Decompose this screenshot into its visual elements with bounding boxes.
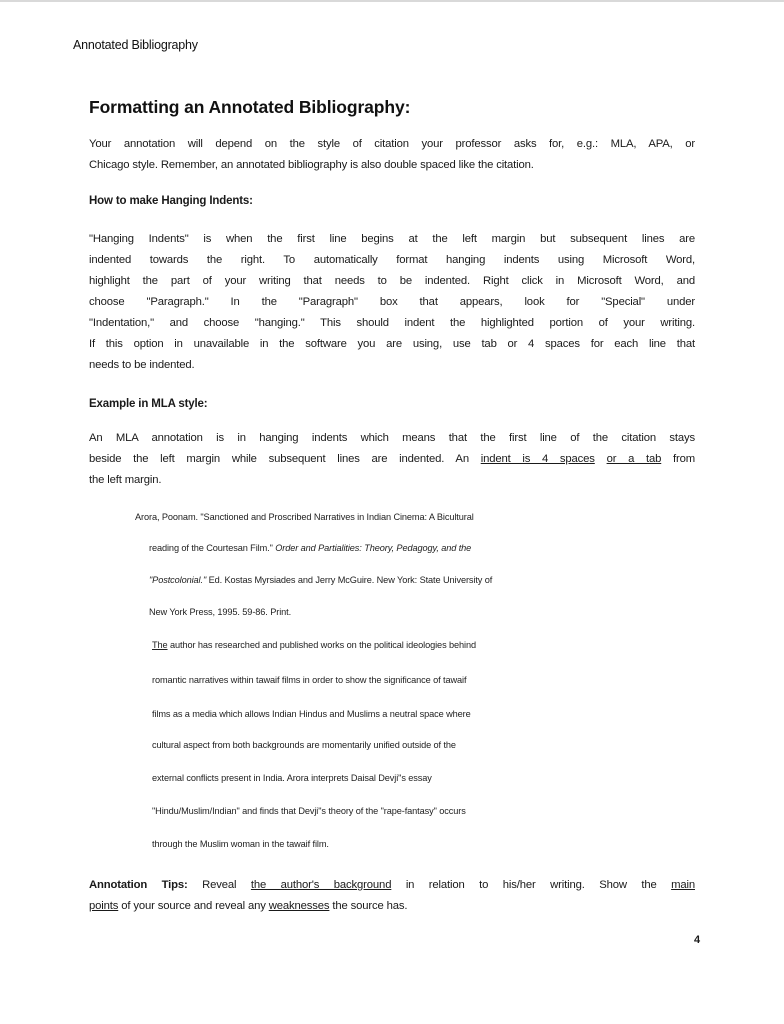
annotation-line: through the Muslim woman in the tawaif film. — [152, 839, 329, 849]
main-points-link: points — [89, 900, 119, 912]
tips-line — [89, 896, 695, 917]
tips-text: of your source and reveal any — [118, 900, 269, 912]
citation-text: reading of the Courtesan Film." — [149, 543, 276, 553]
page-title: Formatting an Annotated Bibliography: — [89, 97, 411, 117]
citation-line: New York Press, 1995. 59-86. Print. — [149, 607, 292, 617]
citation-text: Ed. Kostas Myrsiades and Jerry McGuire. New York: State University of — [206, 575, 493, 585]
top-border — [0, 0, 784, 2]
indent-link: indent is 4 spaces — [480, 453, 595, 465]
page-number: 4 — [694, 934, 701, 946]
tips-label: Annotation Tips: — [89, 879, 188, 891]
annotation-line: romantic narratives within tawaif films in order to show the significance of tawaif — [152, 675, 467, 685]
tips-text: the source has. — [329, 900, 408, 912]
citation-line — [149, 543, 471, 553]
tips-text: in relation to his/her writing. Show the — [391, 879, 672, 891]
mla-text: from — [661, 453, 696, 465]
citation-line — [149, 575, 492, 585]
hanging-line: needs to be indented. — [89, 359, 195, 371]
intro-paragraph — [89, 134, 695, 176]
mla-line — [89, 449, 695, 470]
mla-heading: Example in MLA style: — [89, 398, 208, 410]
hanging-line: indented towards the right. To automatically format hanging indents using Microsoft Word, — [89, 254, 695, 266]
main-points-link: main — [671, 879, 695, 891]
tips-line — [89, 875, 695, 896]
hanging-indents-paragraph — [89, 229, 695, 376]
mla-paragraph — [89, 428, 695, 491]
hanging-line: choose "Paragraph." In the "Paragraph" box that appears, look for "Special" under — [89, 296, 695, 308]
mla-line: An MLA annotation is in hanging indents which means that the first line of the citation stays — [89, 432, 695, 444]
tips-paragraph — [89, 875, 695, 917]
annotation-first-word: The — [152, 640, 168, 650]
intro-line: Chicago style. Remember, an annotated bibliography is also double spaced like the citation. — [89, 159, 534, 171]
hanging-line: "Indentation," and choose "hanging." This should indent the highlighted portion of your writing. — [89, 317, 695, 329]
annotation-line: cultural aspect from both backgrounds are momentarily unified outside of the — [152, 740, 456, 750]
mla-text — [595, 453, 607, 465]
mla-text: beside the left margin while subsequent lines are indented. An — [89, 453, 481, 465]
tips-text: Reveal — [187, 879, 251, 891]
author-background-link: the author's background — [250, 879, 392, 891]
running-header: Annotated Bibliography — [73, 38, 198, 52]
citation-title: "Postcolonial." — [149, 575, 207, 585]
citation-title: Order and Partialities: Theory, Pedagogy, and the — [275, 543, 472, 553]
intro-line: Your annotation will depend on the style of citation your professor asks for, e.g.: MLA, APA, or — [89, 138, 695, 150]
tab-link: or a tab — [606, 453, 662, 465]
hanging-line: "Hanging Indents" is when the first line begins at the left margin but subsequent lines are — [89, 233, 695, 245]
annotation-line — [152, 640, 476, 650]
annotation-line: films as a media which allows Indian Hindus and Muslims a neutral space where — [152, 709, 471, 719]
weaknesses-link: weaknesses — [268, 900, 330, 912]
hanging-line: If this option in unavailable in the software you are using, use tab or 4 spaces for each line that — [89, 338, 695, 350]
hanging-indents-heading: How to make Hanging Indents: — [89, 195, 253, 207]
annotation-text: author has researched and published works on the political ideologies behind — [167, 640, 477, 650]
annotation-line: "Hindu/Muslim/Indian" and finds that Devji"s theory of the "rape-fantasy" occurs — [152, 806, 466, 816]
annotation-line: external conflicts present in India. Arora interprets Daisal Devji"s essay — [152, 773, 432, 783]
hanging-line: highlight the part of your writing that needs to be indented. Right click in Microsoft Word, and — [89, 275, 695, 287]
citation-line: Arora, Poonam. "Sanctioned and Proscribed Narratives in Indian Cinema: A Bicultural — [135, 512, 474, 522]
mla-line: the left margin. — [89, 474, 162, 486]
